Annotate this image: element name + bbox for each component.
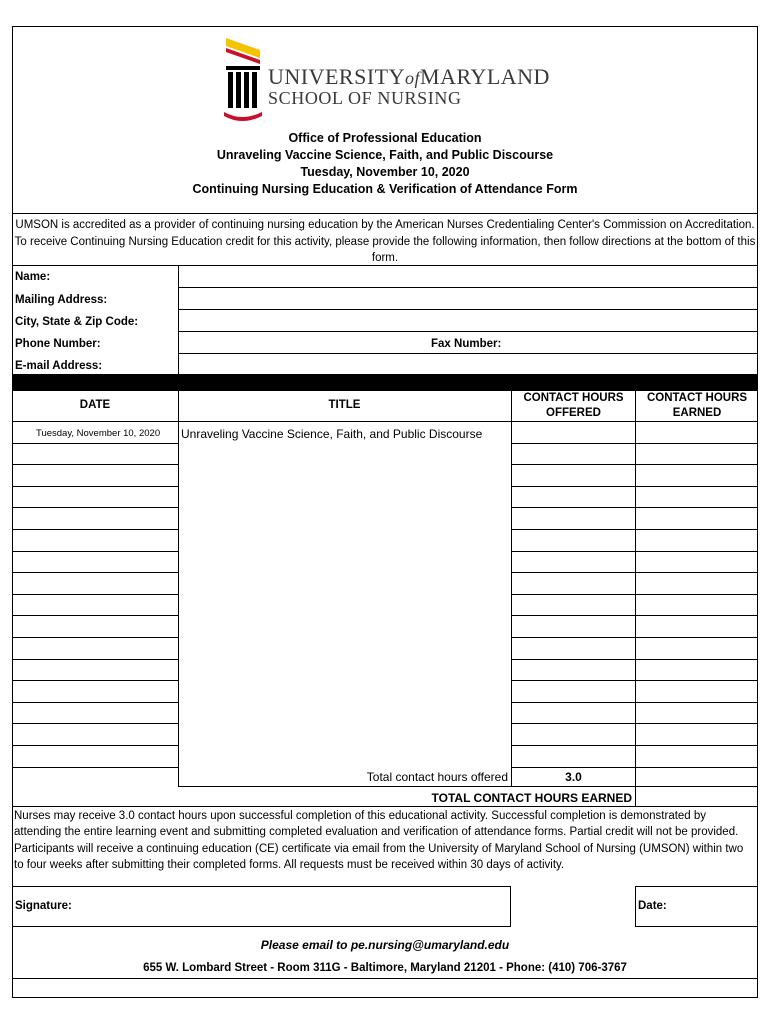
total-earned-field[interactable]	[636, 787, 757, 806]
divider	[510, 886, 511, 927]
table-rule	[512, 723, 635, 724]
logo-school-name: SCHOOL OF NURSING	[268, 88, 462, 108]
signature-label: Signature:	[15, 900, 72, 912]
table-rule	[12, 745, 178, 746]
divider	[635, 886, 636, 927]
table-rule	[178, 391, 179, 786]
table-rule	[512, 551, 635, 552]
divider	[12, 886, 510, 887]
name-label: Name:	[15, 271, 51, 283]
fax-number-label: Fax Number:	[431, 338, 502, 350]
column-header-hours-earned: CONTACT HOURS EARNED	[646, 392, 748, 419]
divider	[635, 926, 758, 927]
date-label: Date:	[638, 900, 667, 912]
total-offered-value: 3.0	[565, 770, 582, 784]
fax-number-field[interactable]	[512, 332, 757, 353]
office-address: 655 W. Lombard Street - Room 311G - Baltimore, Maryland 21201 - Phone: (410) 706-3767	[143, 962, 627, 974]
table-rule	[512, 572, 635, 573]
table-rule	[512, 443, 635, 444]
total-earned-label: TOTAL CONTACT HOURS EARNED	[431, 791, 632, 805]
office-title: Office of Professional Education	[288, 131, 482, 145]
name-field[interactable]	[179, 266, 757, 287]
table-rule	[512, 529, 635, 530]
divider	[12, 978, 758, 979]
mailing-address-label: Mailing Address:	[15, 294, 108, 306]
table-rule	[12, 529, 178, 530]
table-rule	[12, 486, 178, 487]
form-header	[12, 130, 758, 198]
city-state-zip-label: City, State & Zip Code:	[15, 316, 139, 328]
table-rule	[512, 745, 635, 746]
table-rule	[12, 464, 178, 465]
table-rule	[512, 464, 635, 465]
accreditation-statement: UMSON is accredited as a provider of continuing nursing education by the American Nurses Credentialing Center's Commission on Accreditation. To receive Continuing Nursing Education credit for this activity, please provide the following information, then follow directions at the bottom of this form.	[14, 219, 756, 264]
table-rule	[635, 391, 636, 806]
table-rule	[512, 594, 635, 595]
email-address-field[interactable]	[179, 354, 757, 374]
table-rule	[636, 659, 758, 660]
table-rule	[12, 572, 178, 573]
mailing-address-field[interactable]	[179, 288, 757, 309]
table-rule	[12, 507, 178, 508]
divider	[635, 886, 758, 887]
phone-number-label: Phone Number:	[15, 338, 101, 350]
table-rule	[636, 507, 758, 508]
table-rule	[512, 486, 635, 487]
total-offered-label: Total contact hours offered	[366, 770, 508, 784]
table-rule	[636, 745, 758, 746]
table-rule	[636, 464, 758, 465]
table-rule	[512, 637, 635, 638]
column-header-title: TITLE	[328, 399, 361, 411]
table-rule	[636, 723, 758, 724]
date-field[interactable]	[675, 888, 757, 925]
table-rule	[636, 680, 758, 681]
city-state-zip-field[interactable]	[179, 310, 757, 331]
row-title: Unraveling Vaccine Science, Faith, and Public Discourse	[181, 427, 483, 441]
column-header-date: DATE	[79, 399, 111, 411]
university-logo-mark	[220, 36, 264, 122]
table-rule	[636, 637, 758, 638]
form-title: Continuing Nursing Education & Verification of Attendance Form	[192, 182, 578, 196]
table-rule	[636, 443, 758, 444]
table-rule	[512, 659, 635, 660]
table-rule	[636, 551, 758, 552]
column-header-hours-offered: CONTACT HOURS OFFERED	[523, 392, 624, 419]
table-rule	[636, 594, 758, 595]
table-rule	[512, 615, 635, 616]
table-rule	[512, 680, 635, 681]
divider	[12, 213, 758, 214]
university-logo	[220, 36, 560, 122]
table-rule	[12, 659, 178, 660]
completion-requirements: Nurses may receive 3.0 contact hours upon successful completion of this educational activity. Successful completion is demonstrated by attending the entire learning event and submitting completed evaluation and verification of attendance forms. Partial credit will not be provided. Participants will receive a continuing education (CE) certificate via email from the University of Maryland School of Nursing (UMSON) within two to four weeks after submitting their completed forms. All requests must be received within 30 days of activity.	[14, 810, 744, 872]
table-rule	[636, 529, 758, 530]
table-rule	[511, 391, 512, 787]
section-separator-bar	[12, 374, 758, 391]
table-rule	[12, 767, 178, 768]
signature-field[interactable]	[90, 888, 508, 925]
divider	[12, 926, 510, 927]
table-rule	[12, 615, 178, 616]
phone-number-field[interactable]	[179, 332, 419, 353]
submission-email: Please email to pe.nursing@umaryland.edu	[260, 938, 510, 952]
table-rule	[636, 615, 758, 616]
table-rule	[636, 572, 758, 573]
table-rule	[636, 767, 758, 768]
event-title: Unraveling Vaccine Science, Faith, and Public Discourse	[216, 148, 554, 162]
table-rule	[512, 767, 635, 768]
table-rule	[636, 702, 758, 703]
table-rule	[12, 702, 178, 703]
event-date: Tuesday, November 10, 2020	[300, 165, 470, 179]
table-rule	[512, 507, 635, 508]
table-rule	[512, 702, 635, 703]
table-rule	[12, 551, 178, 552]
table-rule	[12, 421, 758, 422]
table-rule	[12, 594, 178, 595]
table-rule	[12, 680, 178, 681]
row-date: Tuesday, November 10, 2020	[36, 428, 161, 439]
table-rule	[12, 637, 178, 638]
table-rule	[12, 806, 758, 807]
table-rule	[636, 486, 758, 487]
table-rule	[12, 443, 178, 444]
email-address-label: E-mail Address:	[15, 360, 103, 372]
logo-university-name: UNIVERSITYofMARYLAND	[268, 64, 550, 89]
table-rule	[12, 723, 178, 724]
